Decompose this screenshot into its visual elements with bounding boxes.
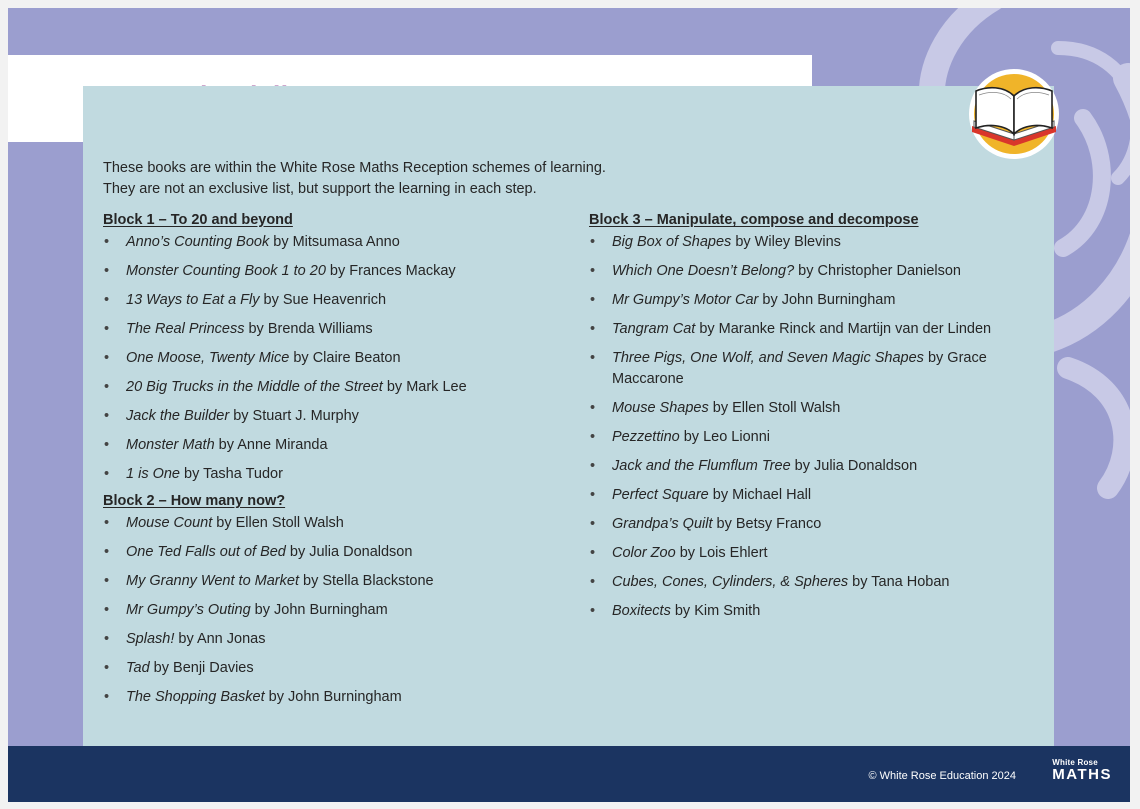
book-author: by John Burningham xyxy=(250,602,388,618)
block-2 xyxy=(103,493,573,708)
book-item xyxy=(103,406,573,427)
book-title: One Moose, Twenty Mice xyxy=(126,350,290,366)
book-item xyxy=(589,319,1039,340)
book-author: by Frances Mackay xyxy=(325,263,456,279)
book-item xyxy=(103,687,573,708)
book-item xyxy=(589,290,1039,311)
intro-text xyxy=(103,158,606,200)
book-author: by Mitsumasa Anno xyxy=(269,234,400,250)
book-author: by Claire Beaton xyxy=(289,350,401,366)
book-title: The Real Princess xyxy=(126,321,245,337)
book-title: Mr Gumpy’s Outing xyxy=(126,602,251,618)
book-author: by Brenda Williams xyxy=(244,321,373,337)
logo-bottom: MATHS xyxy=(1052,766,1112,783)
book-title: Mouse Shapes xyxy=(612,400,709,416)
book-author: by Tasha Tudor xyxy=(180,466,283,482)
book-item xyxy=(589,543,1039,564)
block-1-heading: Block 1 – To 20 and beyond xyxy=(103,212,293,228)
book-title: Monster Math xyxy=(126,437,215,453)
block-2-book-list xyxy=(103,513,573,708)
book-title: Tangram Cat xyxy=(612,321,696,337)
book-title: Tad xyxy=(126,660,150,676)
book-item xyxy=(103,232,573,253)
logo-top: White Rose xyxy=(1052,758,1098,767)
book-item xyxy=(103,348,573,369)
book-item xyxy=(103,261,573,282)
book-title: Which One Doesn’t Belong? xyxy=(612,263,795,279)
copyright: © White Rose Education 2024 xyxy=(868,770,1016,782)
book-title: Grandpa’s Quilt xyxy=(612,516,713,532)
book-title: 20 Big Trucks in the Middle of the Street xyxy=(126,379,383,395)
book-item xyxy=(589,601,1039,622)
book-author: by John Burningham xyxy=(264,689,402,705)
book-item xyxy=(589,348,1039,390)
book-item xyxy=(103,290,573,311)
book-author: by Stuart J. Murphy xyxy=(229,408,359,424)
book-title: 1 is One xyxy=(126,466,180,482)
book-item xyxy=(103,658,573,679)
white-rose-maths-logo xyxy=(1052,758,1112,783)
book-item xyxy=(589,485,1039,506)
block-1 xyxy=(103,212,573,485)
book-item xyxy=(589,232,1039,253)
book-author: by Leo Lionni xyxy=(679,429,771,445)
block-3-heading: Block 3 – Manipulate, compose and decompose xyxy=(589,212,919,228)
block-1-book-list xyxy=(103,232,573,485)
book-title: Anno’s Counting Book xyxy=(126,234,270,250)
intro-line: They are not an exclusive list, but support the learning in each step. xyxy=(103,181,537,197)
book-author: by Julia Donaldson xyxy=(790,458,918,474)
book-title: Jack the Builder xyxy=(126,408,230,424)
book-item xyxy=(103,319,573,340)
book-item xyxy=(589,572,1039,593)
book-title: Color Zoo xyxy=(612,545,676,561)
book-author: by Anne Miranda xyxy=(214,437,328,453)
book-item xyxy=(589,456,1039,477)
book-author: by Mark Lee xyxy=(382,379,467,395)
book-author: by Betsy Franco xyxy=(712,516,822,532)
book-title: Boxitects xyxy=(612,603,671,619)
book-title: Splash! xyxy=(126,631,175,647)
book-title: 13 Ways to Eat a Fly xyxy=(126,292,260,308)
book-item xyxy=(103,629,573,650)
book-title: Mouse Count xyxy=(126,515,213,531)
book-author: by Christopher Danielson xyxy=(794,263,961,279)
book-author: by John Burningham xyxy=(758,292,896,308)
right-column xyxy=(589,212,1039,630)
book-author: by Ann Jonas xyxy=(174,631,266,647)
intro-line: These books are within the White Rose Maths Reception schemes of learning. xyxy=(103,160,606,176)
block-3 xyxy=(589,212,1039,622)
book-author: by Ellen Stoll Walsh xyxy=(212,515,344,531)
book-title: Cubes, Cones, Cylinders, & Spheres xyxy=(612,574,849,590)
open-book-icon xyxy=(966,66,1062,162)
book-title: Monster Counting Book 1 to 20 xyxy=(126,263,326,279)
book-author: by Michael Hall xyxy=(708,487,812,503)
book-author: by Maranke Rinck and Martijn van der Linden xyxy=(695,321,992,337)
book-item xyxy=(103,571,573,592)
book-title: Perfect Square xyxy=(612,487,709,503)
book-title: Jack and the Flumflum Tree xyxy=(612,458,791,474)
book-title: One Ted Falls out of Bed xyxy=(126,544,286,560)
book-item xyxy=(103,435,573,456)
book-title: Pezzettino xyxy=(612,429,680,445)
book-item xyxy=(589,398,1039,419)
book-item xyxy=(103,513,573,534)
book-title: My Granny Went to Market xyxy=(126,573,299,589)
book-item xyxy=(103,377,573,398)
book-author: by Julia Donaldson xyxy=(285,544,413,560)
book-author: by Stella Blackstone xyxy=(298,573,434,589)
book-item xyxy=(589,261,1039,282)
book-item xyxy=(589,427,1039,448)
book-title: Mr Gumpy’s Motor Car xyxy=(612,292,759,308)
book-author: by Lois Ehlert xyxy=(675,545,768,561)
book-author: by Wiley Blevins xyxy=(731,234,841,250)
book-author: by Benji Davies xyxy=(149,660,254,676)
book-item xyxy=(103,600,573,621)
block-3-book-list xyxy=(589,232,1039,622)
book-author: by Sue Heavenrich xyxy=(259,292,387,308)
book-title: The Shopping Basket xyxy=(126,689,265,705)
book-author: by Ellen Stoll Walsh xyxy=(708,400,841,416)
block-2-heading: Block 2 – How many now? xyxy=(103,493,286,509)
book-author: by Tana Hoban xyxy=(848,574,950,590)
book-author: by Grace Maccarone xyxy=(612,350,987,387)
book-item xyxy=(589,514,1039,535)
book-author: by Kim Smith xyxy=(670,603,761,619)
left-column xyxy=(103,212,573,716)
book-item xyxy=(103,542,573,563)
book-title: Three Pigs, One Wolf, and Seven Magic Shapes xyxy=(612,350,924,366)
book-title: Big Box of Shapes xyxy=(612,234,732,250)
footer xyxy=(8,746,1130,802)
book-item xyxy=(103,464,573,485)
page xyxy=(8,8,1130,802)
